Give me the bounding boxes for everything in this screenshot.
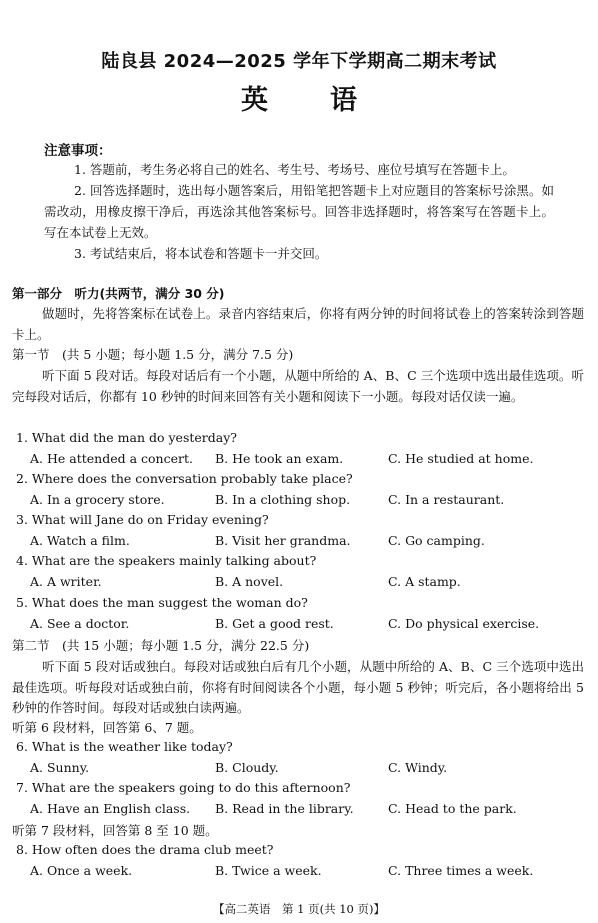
option-c: C. He studied at home. (388, 451, 534, 466)
option-a: A. Sunny. (30, 760, 90, 775)
option-a: A. See a doctor. (30, 616, 130, 631)
option-b: B. He took an exam. (215, 451, 344, 466)
option-c: C. Head to the park. (388, 801, 517, 816)
question-6: 6. What is the weather like today? (16, 739, 233, 754)
option-a: A. Have an English class. (30, 801, 191, 816)
option-a: A. He attended a concert. (30, 451, 193, 466)
exam-title: 陆良县 2024—2025 学年下学期高二期末考试 (101, 51, 497, 72)
option-a: A. A writer. (30, 574, 102, 589)
option-b: B. In a clothing shop. (215, 492, 351, 507)
question-7: 7. What are the speakers going to do this afternoon? (16, 780, 351, 795)
option-a: A. In a grocery store. (30, 492, 165, 507)
part1-title: 第一部分 听力(共两节，满分 30 分) (12, 286, 225, 301)
notice-item-3: 3. 考试结束后，将本试卷和答题卡一并交回。 (74, 246, 328, 261)
question-5: 5. What does the man suggest the woman do? (16, 595, 308, 610)
option-c: C. Go camping. (388, 533, 485, 548)
question-8: 8. How often does the drama club meet? (16, 842, 274, 857)
option-b: B. Twice a week. (215, 863, 322, 878)
material-7-instruction: 听第 7 段材料，回答第 8 至 10 题。 (12, 823, 218, 838)
option-b: B. Read in the library. (215, 801, 354, 816)
question-3: 3. What will Jane do on Friday evening? (16, 512, 269, 527)
option-a: A. Watch a film. (30, 533, 130, 548)
option-b: B. Visit her grandma. (215, 533, 351, 548)
notice-item-1: 1. 答题前，考生务必将自己的姓名、考生号、考场号、座位号填写在答题卡上。 (74, 162, 515, 177)
material-6-instruction: 听第 6 段材料，回答第 6、7 题。 (12, 720, 202, 735)
option-c: C. In a restaurant. (388, 492, 505, 507)
subject-title: 英语 (241, 85, 419, 116)
option-b: B. Get a good rest. (215, 616, 334, 631)
option-c: C. Do physical exercise. (388, 616, 540, 631)
question-2: 2. Where does the conversation probably take place? (16, 471, 353, 486)
section1-intro: 听下面 5 段对话。每段对话后有一个小题，从题中所给的 A、B、C 三个选项中选出最佳选项。听完每段对话后，你都有 10 秒钟的时间来回答有关小题和阅读下一小题。每段对话仅读一遍。 (12, 368, 584, 404)
section2-intro: 听下面 5 段对话或独白。每段对话或独白后有几个小题，从题中所给的 A、B、C 三个选项中选出最佳选项。听每段对话或独白前，你将有时间阅读各个小题，每小题 5 秒钟；听完后，各小题将给出 5 秒钟的作答时间。每段对话或独白读两遍。 (12, 659, 584, 715)
option-b: B. Cloudy. (215, 760, 279, 775)
question-4: 4. What are the speakers mainly talking about? (16, 553, 317, 568)
part1-intro: 做题时，先将答案标在试卷上。录音内容结束后，你将有两分钟的时间将试卷上的答案转涂到答题卡上。 (12, 306, 584, 342)
question-1: 1. What did the man do yesterday? (16, 430, 237, 445)
section1-title: 第一节 (共 5 小题；每小题 1.5 分，满分 7.5 分) (12, 347, 294, 362)
option-a: A. Once a week. (30, 863, 133, 878)
option-c: C. A stamp. (388, 574, 461, 589)
section2-title: 第二节 (共 15 小题；每小题 1.5 分，满分 22.5 分) (12, 638, 310, 653)
option-c: C. Windy. (388, 760, 448, 775)
notice-item-2: 2. 回答选择题时，选出每小题答案后，用铅笔把答题卡上对应题目的答案标号涂黑。如需改动，用橡皮擦干净后，再选涂其他答案标号。回答非选择题时，将答案写在答题卡上。写在本试卷上无效。 (44, 183, 554, 240)
page-footer: 【高二英语 第 1 页(共 10 页)】 (212, 902, 386, 916)
option-b: B. A novel. (215, 574, 284, 589)
notice-title: 注意事项： (44, 143, 112, 159)
option-c: C. Three times a week. (388, 863, 534, 878)
